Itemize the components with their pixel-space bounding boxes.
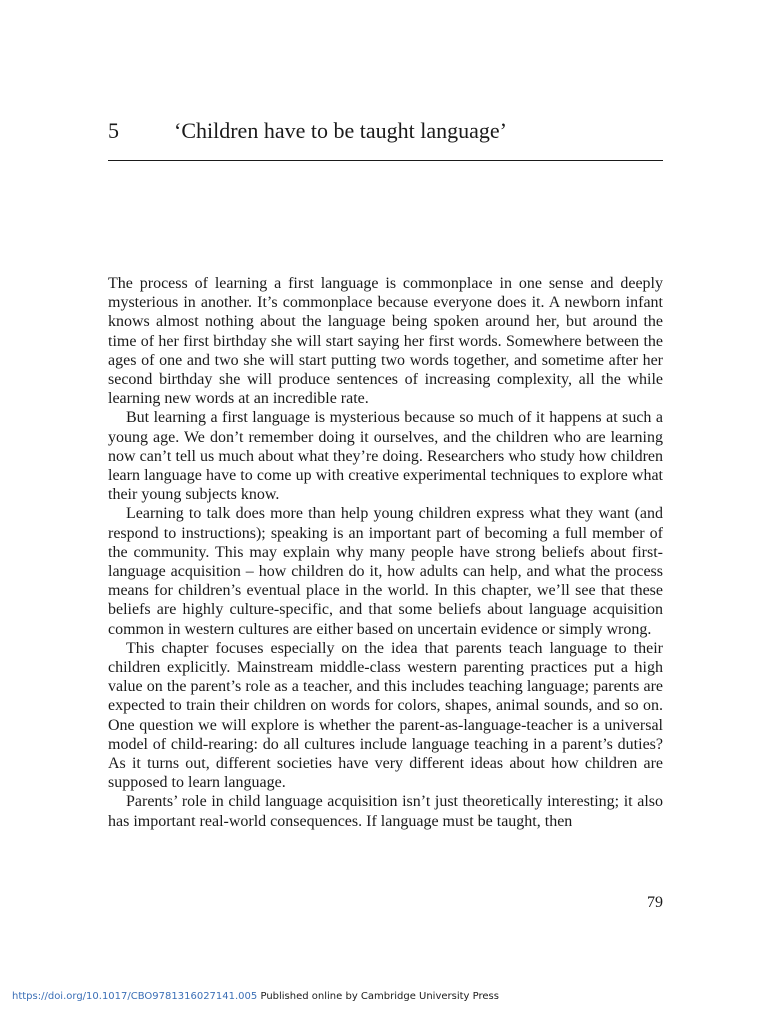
- chapter-heading: [108, 117, 663, 145]
- published-online-text: Published online by Cambridge University Press: [257, 991, 499, 1002]
- doi-link[interactable]: https://doi.org/10.1017/CBO9781316027141.005: [12, 991, 258, 1002]
- page-number: 79: [647, 894, 663, 911]
- chapter-title: ‘Children have to be taught language’: [174, 118, 507, 143]
- paragraph: But learning a first language is mysterious because so much of it happens at such a young age. We don’t remember doing it ourselves, and the children who are learning now can’t tell us much about what they’re doing. Researchers who study how children learn language have to come up with creative experimental techniques to explore what their young subjects know.: [108, 409, 663, 504]
- heading-rule: [108, 160, 663, 161]
- body-text: [108, 274, 663, 831]
- paragraph: This chapter focuses especially on the idea that parents teach language to their children explicitly. Mainstream middle-class western parenting practices put a high value on the parent’s role as a teacher, and this includes teaching language; parents are expected to train their children on words for colors, shapes, animal sounds, and so on. One question we will explore is whether the parent-as-language-teacher is a universal model of child-rearing: do all cultures include language teaching in a parent’s duties? As it turns out, different societies have very different ideas about how children are supposed to learn language.: [108, 639, 663, 792]
- footer: [12, 990, 499, 1004]
- paragraph: The process of learning a first language is commonplace in one sense and deeply mysterious in another. It’s commonplace because everyone does it. A newborn infant knows almost nothing about the language being spoken around her, but around the time of her first birthday she will start saying her first words. Somewhere between the ages of one and two she will start putting two words together, and sometime after her second birthday she will produce sentences of increasing complexity, all the while learning new words at an incredible rate.: [108, 275, 663, 408]
- paragraph: Parents’ role in child language acquisition isn’t just theoretically interesting; it also has important real-world consequences. If language must be taught, then: [108, 793, 663, 830]
- chapter-number: 5: [108, 118, 119, 143]
- paragraph: Learning to talk does more than help young children express what they want (and respond to instructions); speaking is an important part of becoming a full member of the community. This may explain why many people have strong beliefs about first-language acquisition – how children do it, how adults can help, and what the process means for children’s eventual place in the world. In this chapter, we’ll see that these beliefs are highly culture-specific, and that some beliefs about language acquisition common in western cultures are either based on uncertain evidence or simply wrong.: [108, 505, 663, 638]
